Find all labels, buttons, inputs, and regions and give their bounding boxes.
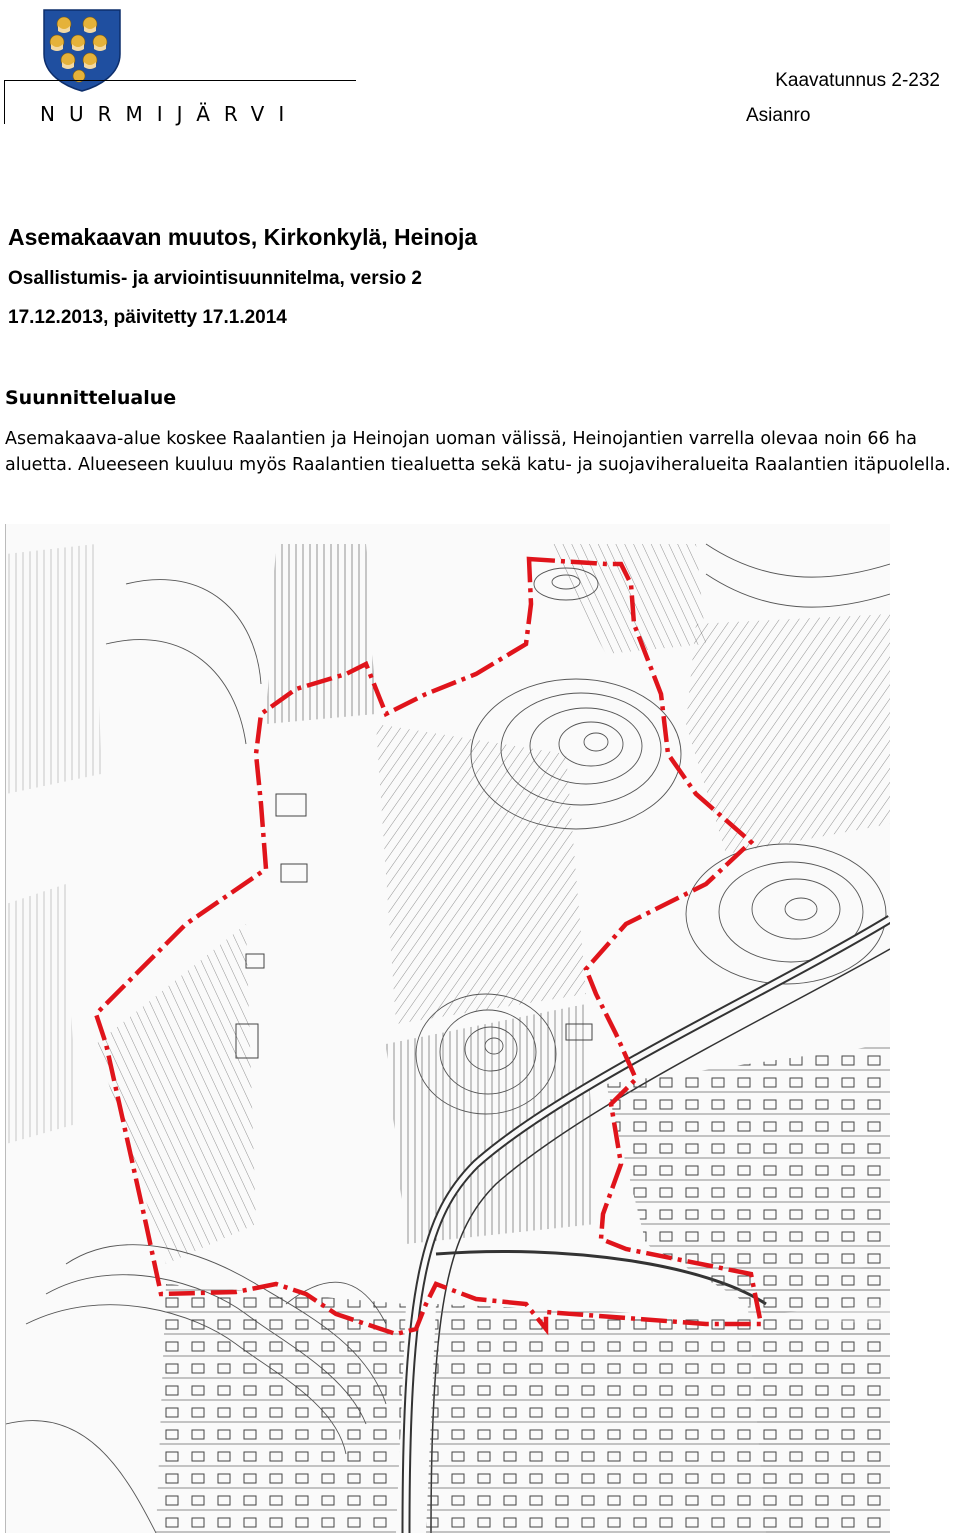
document-subtitle: Osallistumis- ja arviointisuunnitelma, versio 2 — [8, 268, 422, 289]
section-body: Asemakaava-alue koskee Raalantien ja Heinojan uoman välissä, Heinojantien varrella olevaa noin 66 ha aluetta. Alueeseen kuuluu myös Raalantien tiealuetta sekä katu- ja suojaviheralueita Raalantien itäpuolella. — [5, 429, 951, 475]
document-title: Asemakaavan muutos, Kirkonkylä, Heinoja — [8, 224, 478, 250]
section-heading: Suunnittelualue — [5, 387, 177, 409]
document-date: 17.12.2013, päivitetty 17.1.2014 — [8, 307, 287, 328]
reference-number: Asianro — [746, 105, 811, 126]
plan-area-map — [5, 524, 890, 1533]
municipality-wordmark: NURMIJÄRVI — [40, 102, 299, 126]
map-canvas — [6, 524, 890, 1533]
header-rule-vertical — [4, 80, 5, 124]
header-rule — [4, 80, 356, 81]
plan-code: Kaavatunnus 2-232 — [775, 70, 940, 91]
